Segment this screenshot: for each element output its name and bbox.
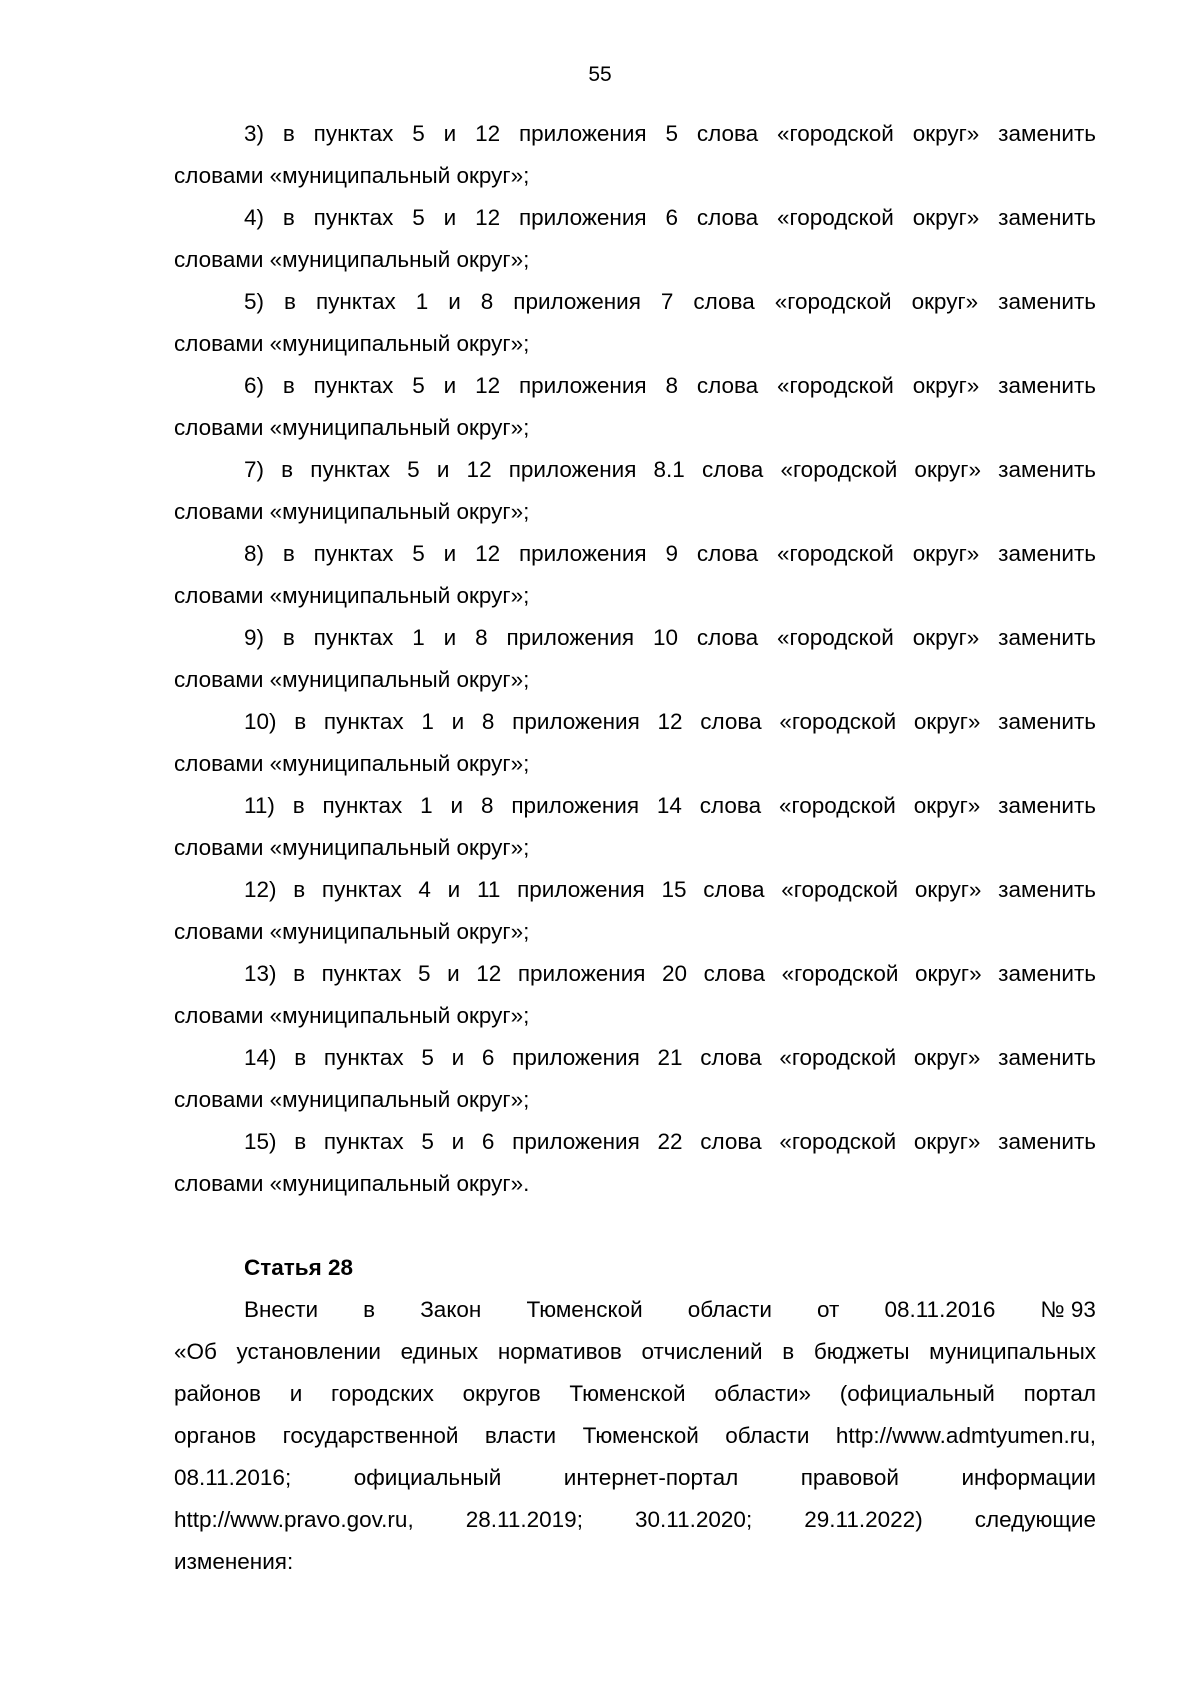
law-title-line-2: районов и городских округов Тюменской области» (официальный портал xyxy=(174,1381,1096,1406)
amendment-item: 13) в пунктах 5 и 12 приложения 20 слова «городской округ» заменить xyxy=(244,961,1096,986)
amendment-item: 3) в пунктах 5 и 12 приложения 5 слова «городской округ» заменить xyxy=(244,121,1096,146)
word: http://www.pravo.gov.ru, xyxy=(174,1507,414,1532)
amendment-item-continuation: словами «муниципальный округ»; xyxy=(174,331,530,356)
amendment-item-continuation: словами «муниципальный округ»; xyxy=(174,583,530,608)
amendment-item: 12) в пунктах 4 и 11 приложения 15 слова «городской округ» заменить xyxy=(244,877,1096,902)
amendment-item: 6) в пунктах 5 и 12 приложения 8 слова «городской округ» заменить xyxy=(244,373,1096,398)
word: Тюменской xyxy=(526,1297,643,1322)
changes-line: изменения: xyxy=(174,1549,294,1574)
amendment-item-continuation: словами «муниципальный округ»; xyxy=(174,1003,530,1028)
word: информации xyxy=(961,1465,1096,1490)
law-title-line-1: «Об установлении единых нормативов отчислений в бюджеты муниципальных xyxy=(174,1339,1096,1364)
word: 28.11.2019; xyxy=(465,1507,583,1532)
amendment-item: 4) в пунктах 5 и 12 приложения 6 слова «городской округ» заменить xyxy=(244,205,1096,230)
article-intro-line xyxy=(174,1289,1096,1331)
word: Закон xyxy=(420,1297,482,1322)
amendment-item-continuation: словами «муниципальный округ»; xyxy=(174,667,530,692)
amendment-item: 9) в пунктах 1 и 8 приложения 10 слова «городской округ» заменить xyxy=(244,625,1096,650)
page-number: 55 xyxy=(588,63,612,86)
amendment-item-continuation: словами «муниципальный округ»; xyxy=(174,751,530,776)
amendment-item-continuation: словами «муниципальный округ»; xyxy=(174,247,530,272)
word: Внести xyxy=(244,1297,319,1322)
publication-line xyxy=(174,1457,1096,1499)
amendment-item: 14) в пунктах 5 и 6 приложения 21 слова «городской округ» заменить xyxy=(244,1045,1096,1070)
word: от xyxy=(817,1297,840,1322)
amendment-item-continuation: словами «муниципальный округ»; xyxy=(174,1087,530,1112)
word: интернет-портал xyxy=(563,1465,739,1490)
amendment-item-continuation: словами «муниципальный округ»; xyxy=(174,415,530,440)
word: 08.11.2016 xyxy=(884,1297,996,1322)
word: области xyxy=(687,1297,772,1322)
amendment-item-continuation: словами «муниципальный округ»; xyxy=(174,499,530,524)
portal-line: органов государственной власти Тюменской области http://www.admtyumen.ru, xyxy=(174,1423,1096,1448)
publication-dates-line xyxy=(174,1499,1096,1541)
word: 08.11.2016; xyxy=(174,1465,292,1490)
article-heading: Статья 28 xyxy=(244,1255,354,1280)
word: 29.11.2022) xyxy=(804,1507,923,1532)
amendment-item: 5) в пунктах 1 и 8 приложения 7 слова «городской округ» заменить xyxy=(244,289,1096,314)
amendment-item-continuation: словами «муниципальный округ». xyxy=(174,1171,530,1196)
amendment-item-continuation: словами «муниципальный округ»; xyxy=(174,163,530,188)
amendment-list xyxy=(174,113,1096,1205)
amendment-item-continuation: словами «муниципальный округ»; xyxy=(174,835,530,860)
amendment-item: 8) в пунктах 5 и 12 приложения 9 слова «городской округ» заменить xyxy=(244,541,1096,566)
document-body xyxy=(174,113,1096,1583)
amendment-item-continuation: словами «муниципальный округ»; xyxy=(174,919,530,944)
word: в xyxy=(363,1297,376,1322)
word: следующие xyxy=(974,1507,1096,1532)
word: № 93 xyxy=(1040,1297,1096,1322)
amendment-item: 11) в пунктах 1 и 8 приложения 14 слова «городской округ» заменить xyxy=(244,793,1096,818)
amendment-item: 7) в пунктах 5 и 12 приложения 8.1 слова «городской округ» заменить xyxy=(244,457,1096,482)
word: 30.11.2020; xyxy=(635,1507,753,1532)
amendment-item: 15) в пунктах 5 и 6 приложения 22 слова «городской округ» заменить xyxy=(244,1129,1096,1154)
word: официальный xyxy=(353,1465,502,1490)
amendment-item: 10) в пунктах 1 и 8 приложения 12 слова «городской округ» заменить xyxy=(244,709,1096,734)
word: правовой xyxy=(800,1465,899,1490)
